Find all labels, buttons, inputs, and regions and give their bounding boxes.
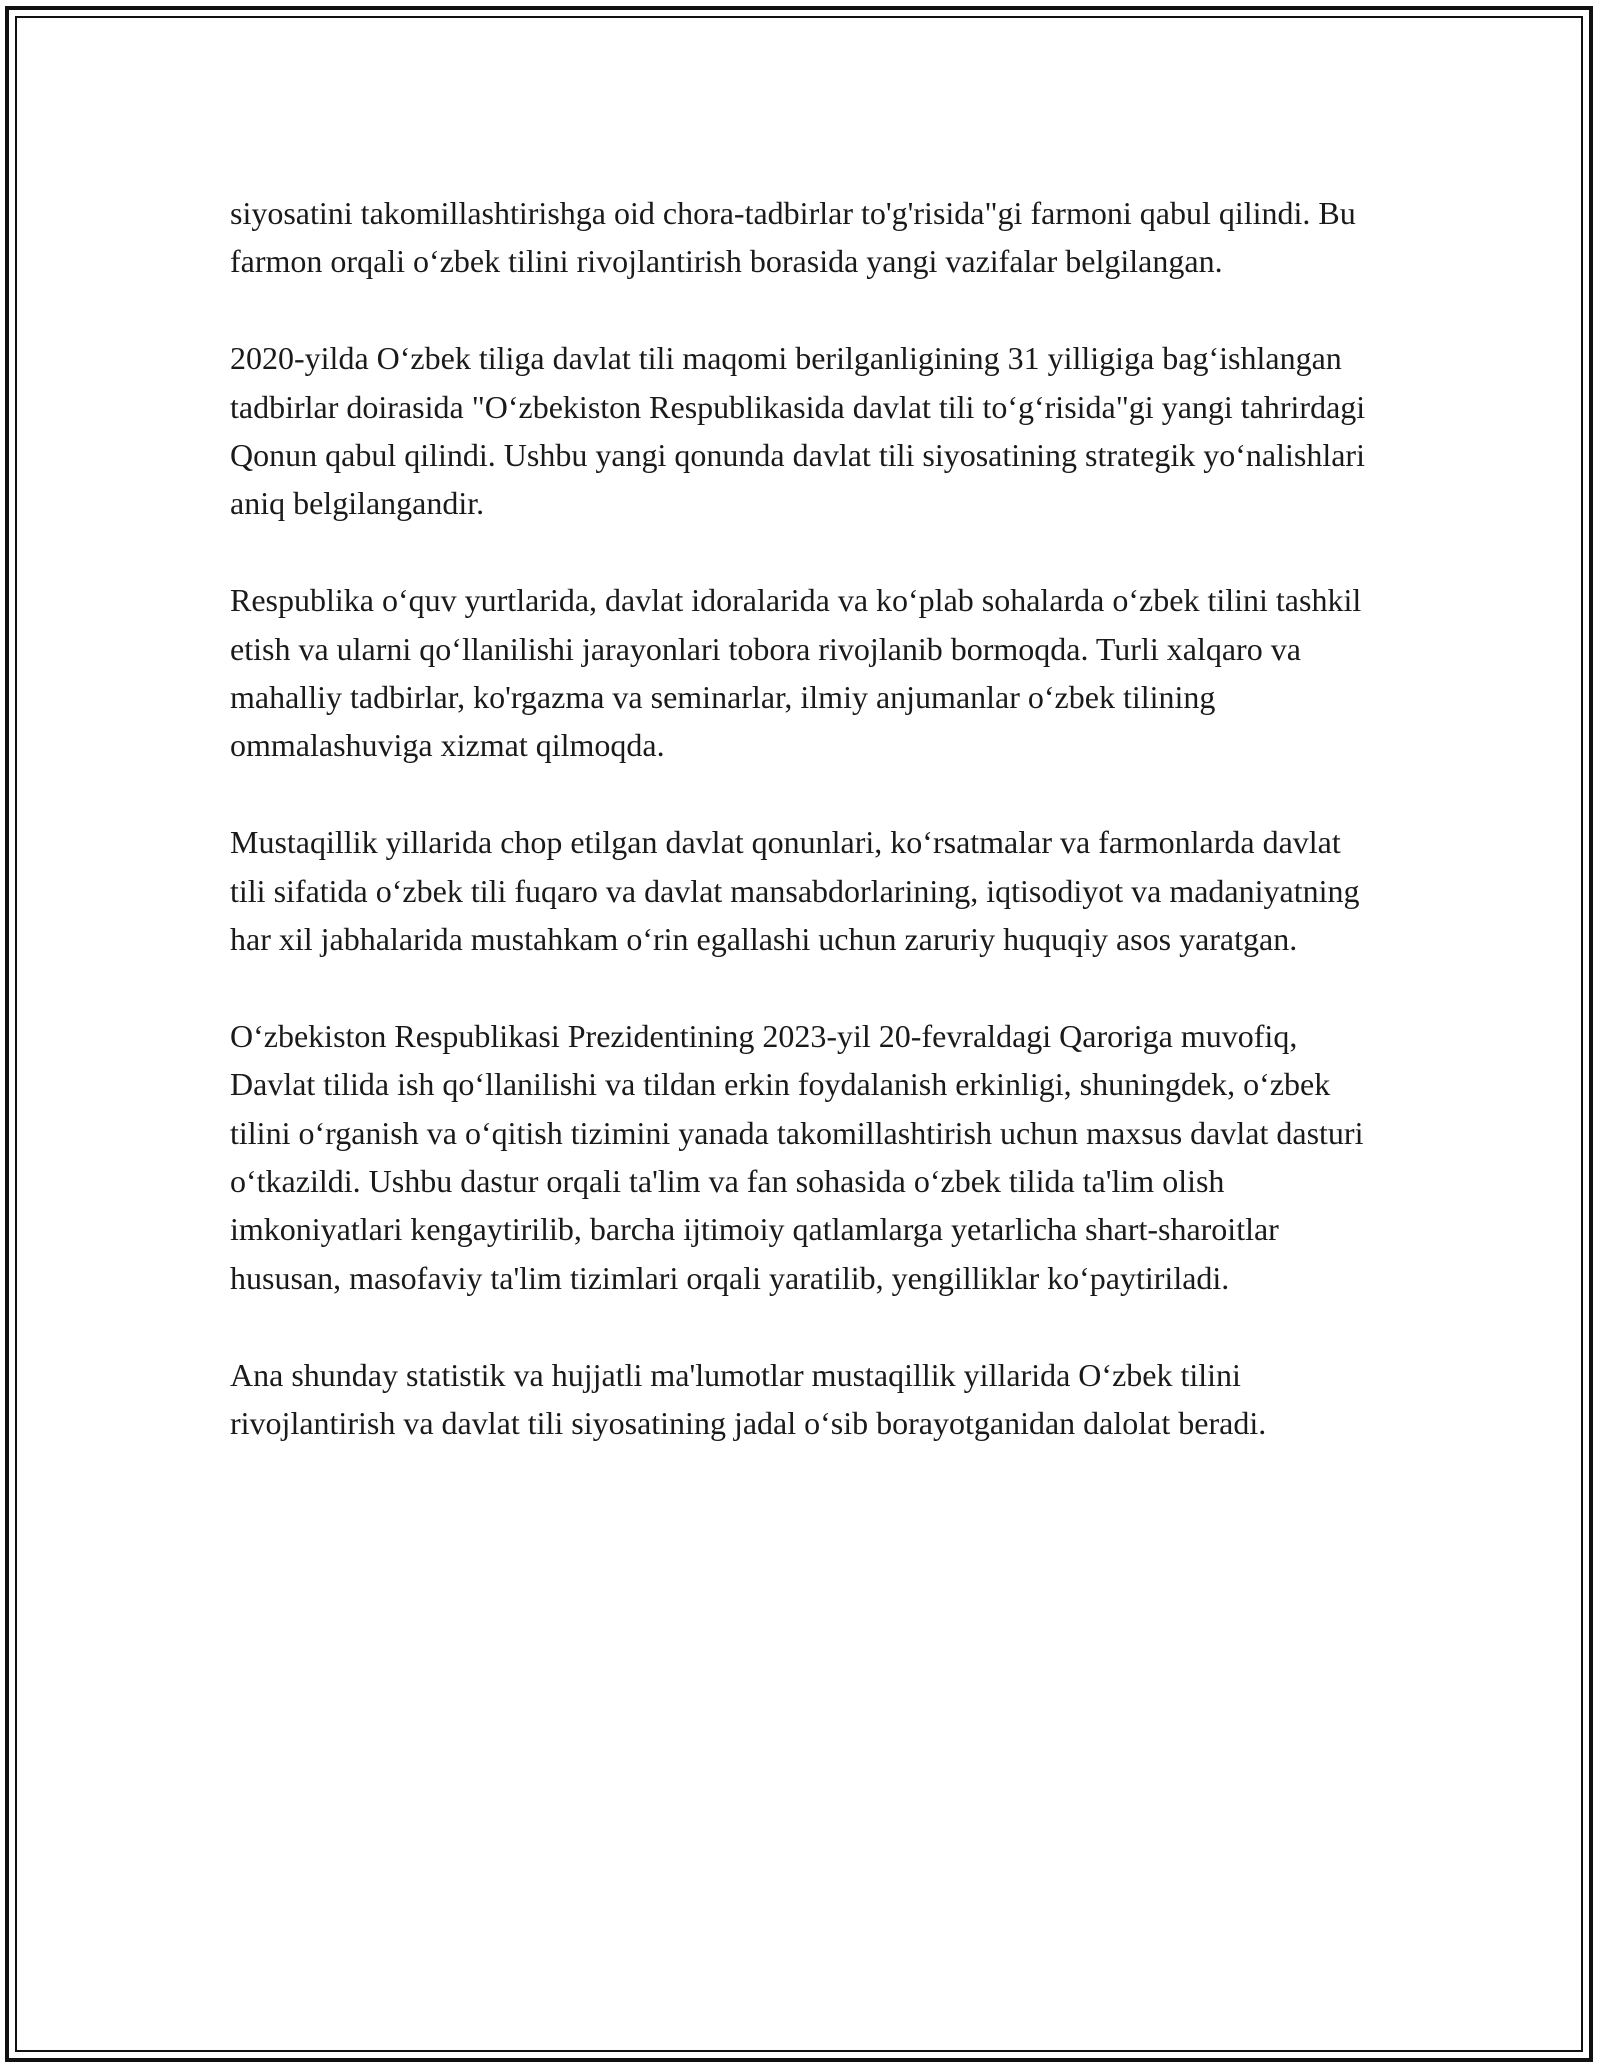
document-body bbox=[230, 189, 1380, 1447]
paragraph-3: Respublika o‘quv yurtlarida, davlat idoralarida va ko‘plab sohalarda o‘zbek tilini tashkil etish va ularni qo‘llanilishi jarayonlari tobora rivojlanib bormoqda. Turli xalqaro va mahalliy tadbirlar, ko'rgazma va seminarlar, ilmiy anjumanlar o‘zbek tilining ommalashuviga xizmat qilmoqda. bbox=[230, 582, 1362, 764]
paragraph-2: 2020-yilda O‘zbek tiliga davlat tili maqomi berilganligining 31 yilligiga bag‘ishlangan tadbirlar doirasida "O‘zbekiston Respublikasida davlat tili to‘g‘risida"gi yangi tahrirdagi Qonun qabul qilindi. Ushbu yangi qonunda davlat tili siyosatining strategik yo‘nalishlari aniq belgilangandir. bbox=[230, 340, 1366, 522]
paragraph-6: Ana shunday statistik va hujjatli ma'lumotlar mustaqillik yillarida O‘zbek tilini rivojlantirish va davlat tili siyosatining jadal o‘sib borayotganidan dalolat beradi. bbox=[230, 1356, 1267, 1442]
paragraph-1: siyosatini takomillashtirishga oid chora-tadbirlar to'g'risida"gi farmoni qabul qilindi. Bu farmon orqali o‘zbek tilini rivojlantirish borasida yangi vazifalar belgilangan. bbox=[230, 195, 1356, 280]
paragraph-4: Mustaqillik yillarida chop etilgan davlat qonunlari, ko‘rsatmalar va farmonlarda davlat tili sifatida o‘zbek tili fuqaro va davlat mansabdorlarining, iqtisodiyot va madaniyatning har xil jabhalarida mustahkam o‘rin egallashi uchun zaruriy huquqiy asos yaratgan. bbox=[230, 824, 1360, 958]
paragraph-5: O‘zbekiston Respublikasi Prezidentining 2023-yil 20-fevraldagi Qaroriga muvofiq, Davlat tilida ish qo‘llanilishi va tildan erkin foydalanish erkinligi, shuningdek, o‘zbek tilini o‘rganish va o‘qitish tizimini yanada takomillashtirish uchun maxsus davlat dasturi o‘tkazildi. Ushbu dastur orqali ta'lim va fan sohasida o‘zbek tilida ta'lim olish imkoniyatlari kengaytirilib, barcha ijtimoiy qatlamlarga yetarlicha shart-sharoitlar hususan, masofaviy ta'lim tizimlari orqali yaratilib, yengilliklar ko‘paytiriladi. bbox=[230, 1017, 1364, 1296]
